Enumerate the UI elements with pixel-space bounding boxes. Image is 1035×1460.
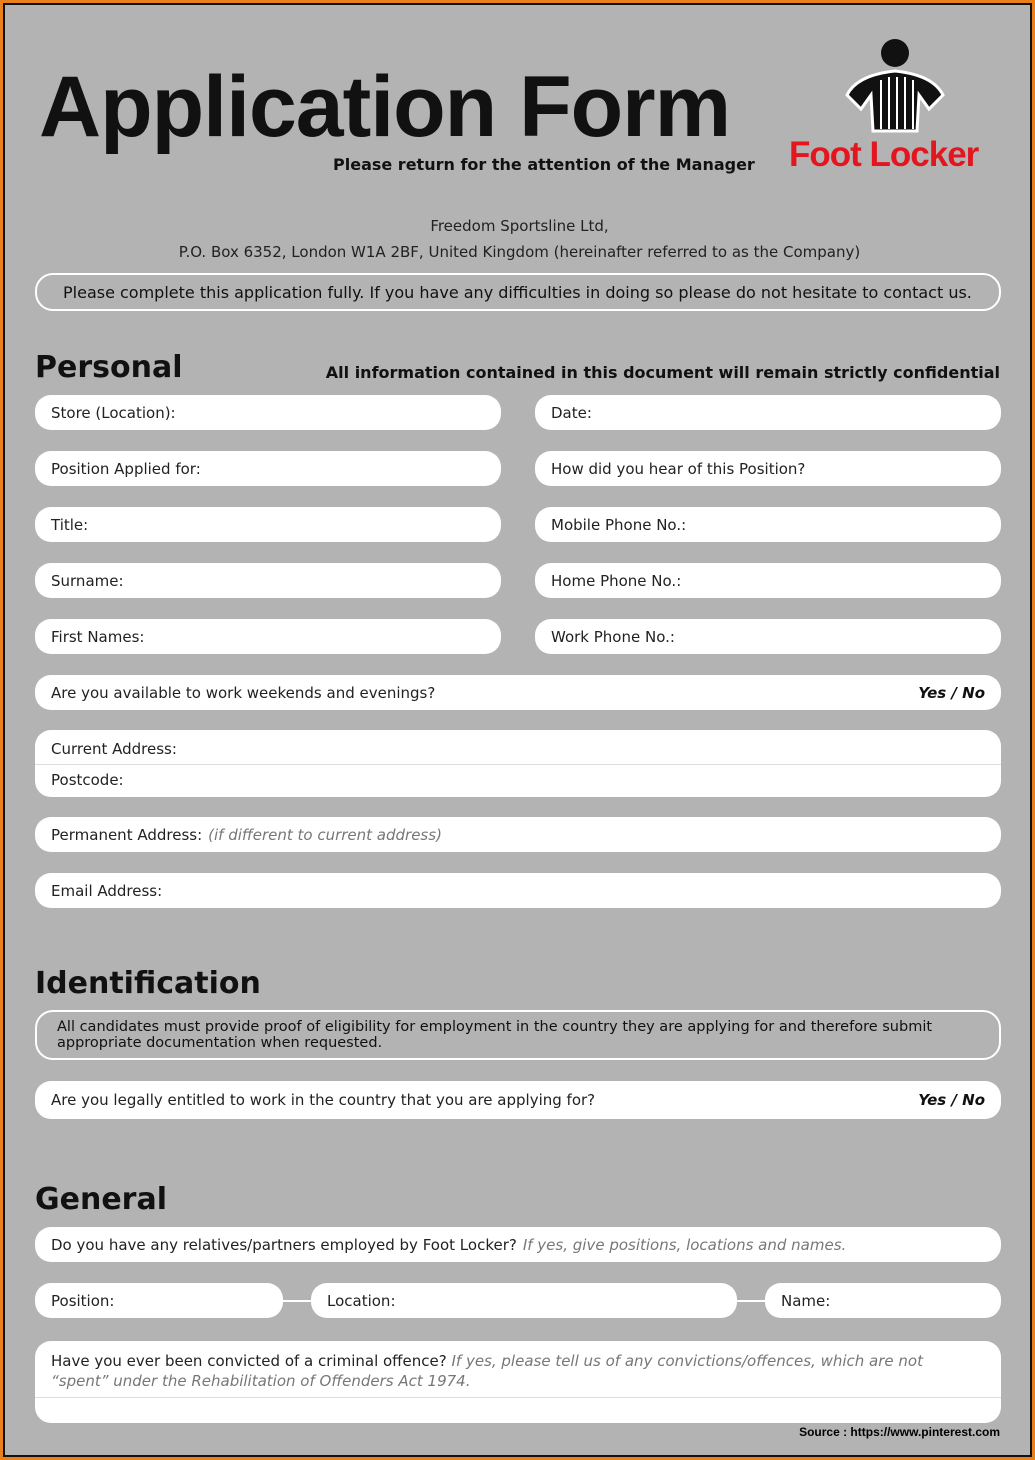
subtitle: Please return for the attention of the Manager <box>333 155 755 174</box>
first-names-field[interactable] <box>35 619 501 654</box>
field-label: Permanent Address: <box>51 825 203 844</box>
mobile-phone-field[interactable] <box>535 507 1001 542</box>
section-personal: Personal <box>35 350 183 385</box>
eligibility-notice <box>35 1010 1001 1060</box>
field-label: Work Phone No.: <box>551 627 675 646</box>
section-identification: Identification <box>35 966 261 1001</box>
relatives-field[interactable] <box>35 1227 1001 1262</box>
field-label: Have you ever been convicted of a criminal offence? <box>51 1352 447 1370</box>
field-label: Date: <box>551 403 592 422</box>
weekends-field[interactable] <box>35 675 1001 710</box>
relative-location-field[interactable] <box>311 1283 737 1318</box>
company-name: Freedom Sportsline Ltd, <box>430 217 609 235</box>
field-label: Name: <box>781 1291 831 1310</box>
email-field[interactable] <box>35 873 1001 908</box>
field-label: First Names: <box>51 627 145 646</box>
field-label: Home Phone No.: <box>551 571 682 590</box>
company-address: P.O. Box 6352, London W1A 2BF, United Kingdom (hereinafter referred to as the Company) <box>178 243 861 261</box>
surname-field[interactable] <box>35 563 501 598</box>
field-label: Surname: <box>51 571 124 590</box>
field-label: Location: <box>327 1291 396 1310</box>
store-field[interactable] <box>35 395 501 430</box>
yes-no-option[interactable]: Yes / No <box>918 683 985 702</box>
position-field[interactable] <box>35 451 501 486</box>
address-field[interactable] <box>35 730 1001 797</box>
field-label: Position Applied for: <box>51 459 201 478</box>
field-label: Mobile Phone No.: <box>551 515 687 534</box>
field-note: If yes, please tell us of any convictions/offences, which are not “spent” under the Rehabilitation of Offenders Act 1974. <box>51 1352 923 1390</box>
hear-of-position-field[interactable] <box>535 451 1001 486</box>
field-label: Are you legally entitled to work in the country that you are applying for? <box>51 1091 596 1109</box>
legally-entitled-field[interactable] <box>35 1081 1001 1119</box>
yes-no-option[interactable]: Yes / No <box>918 1091 985 1109</box>
field-note: If yes, give positions, locations and names. <box>522 1235 847 1254</box>
criminal-offence-field[interactable] <box>35 1341 1001 1423</box>
form-page <box>3 3 1032 1457</box>
notice-text: All candidates must provide proof of eligibility for employment in the country they are applying for and therefore submit appropriate documentation when requested. <box>57 1019 933 1051</box>
field-label: Email Address: <box>51 881 163 900</box>
foot-locker-logo: Foot Locker <box>789 135 979 174</box>
divider <box>35 1397 1001 1398</box>
relative-name-field[interactable] <box>765 1283 1001 1318</box>
field-note: (if different to current address) <box>208 825 442 844</box>
date-field[interactable] <box>535 395 1001 430</box>
work-phone-field[interactable] <box>535 619 1001 654</box>
title-field[interactable] <box>35 507 501 542</box>
section-general: General <box>35 1182 167 1217</box>
instruction-box <box>35 273 1001 311</box>
permanent-address-field[interactable] <box>35 817 1001 852</box>
relative-position-field[interactable] <box>35 1283 283 1318</box>
field-label: Do you have any relatives/partners employed by Foot Locker? <box>51 1235 517 1254</box>
field-label: Are you available to work weekends and evenings? <box>51 683 436 702</box>
field-label: How did you hear of this Position? <box>551 459 806 478</box>
confidential-note: All information contained in this document will remain strictly confidential <box>325 363 1000 382</box>
field-label: Store (Location): <box>51 403 176 422</box>
current-address-label: Current Address: <box>51 740 177 758</box>
referee-logo-icon <box>837 35 953 133</box>
field-label: Title: <box>51 515 89 534</box>
field-label: Position: <box>51 1291 115 1310</box>
page-title: Application Form <box>39 59 731 155</box>
source-credit: Source : https://www.pinterest.com <box>799 1425 1000 1439</box>
instruction-text: Please complete this application fully. If you have any difficulties in doing so please do not hesitate to contact us. <box>63 282 972 302</box>
postcode-label: Postcode: <box>35 764 1001 789</box>
home-phone-field[interactable] <box>535 563 1001 598</box>
